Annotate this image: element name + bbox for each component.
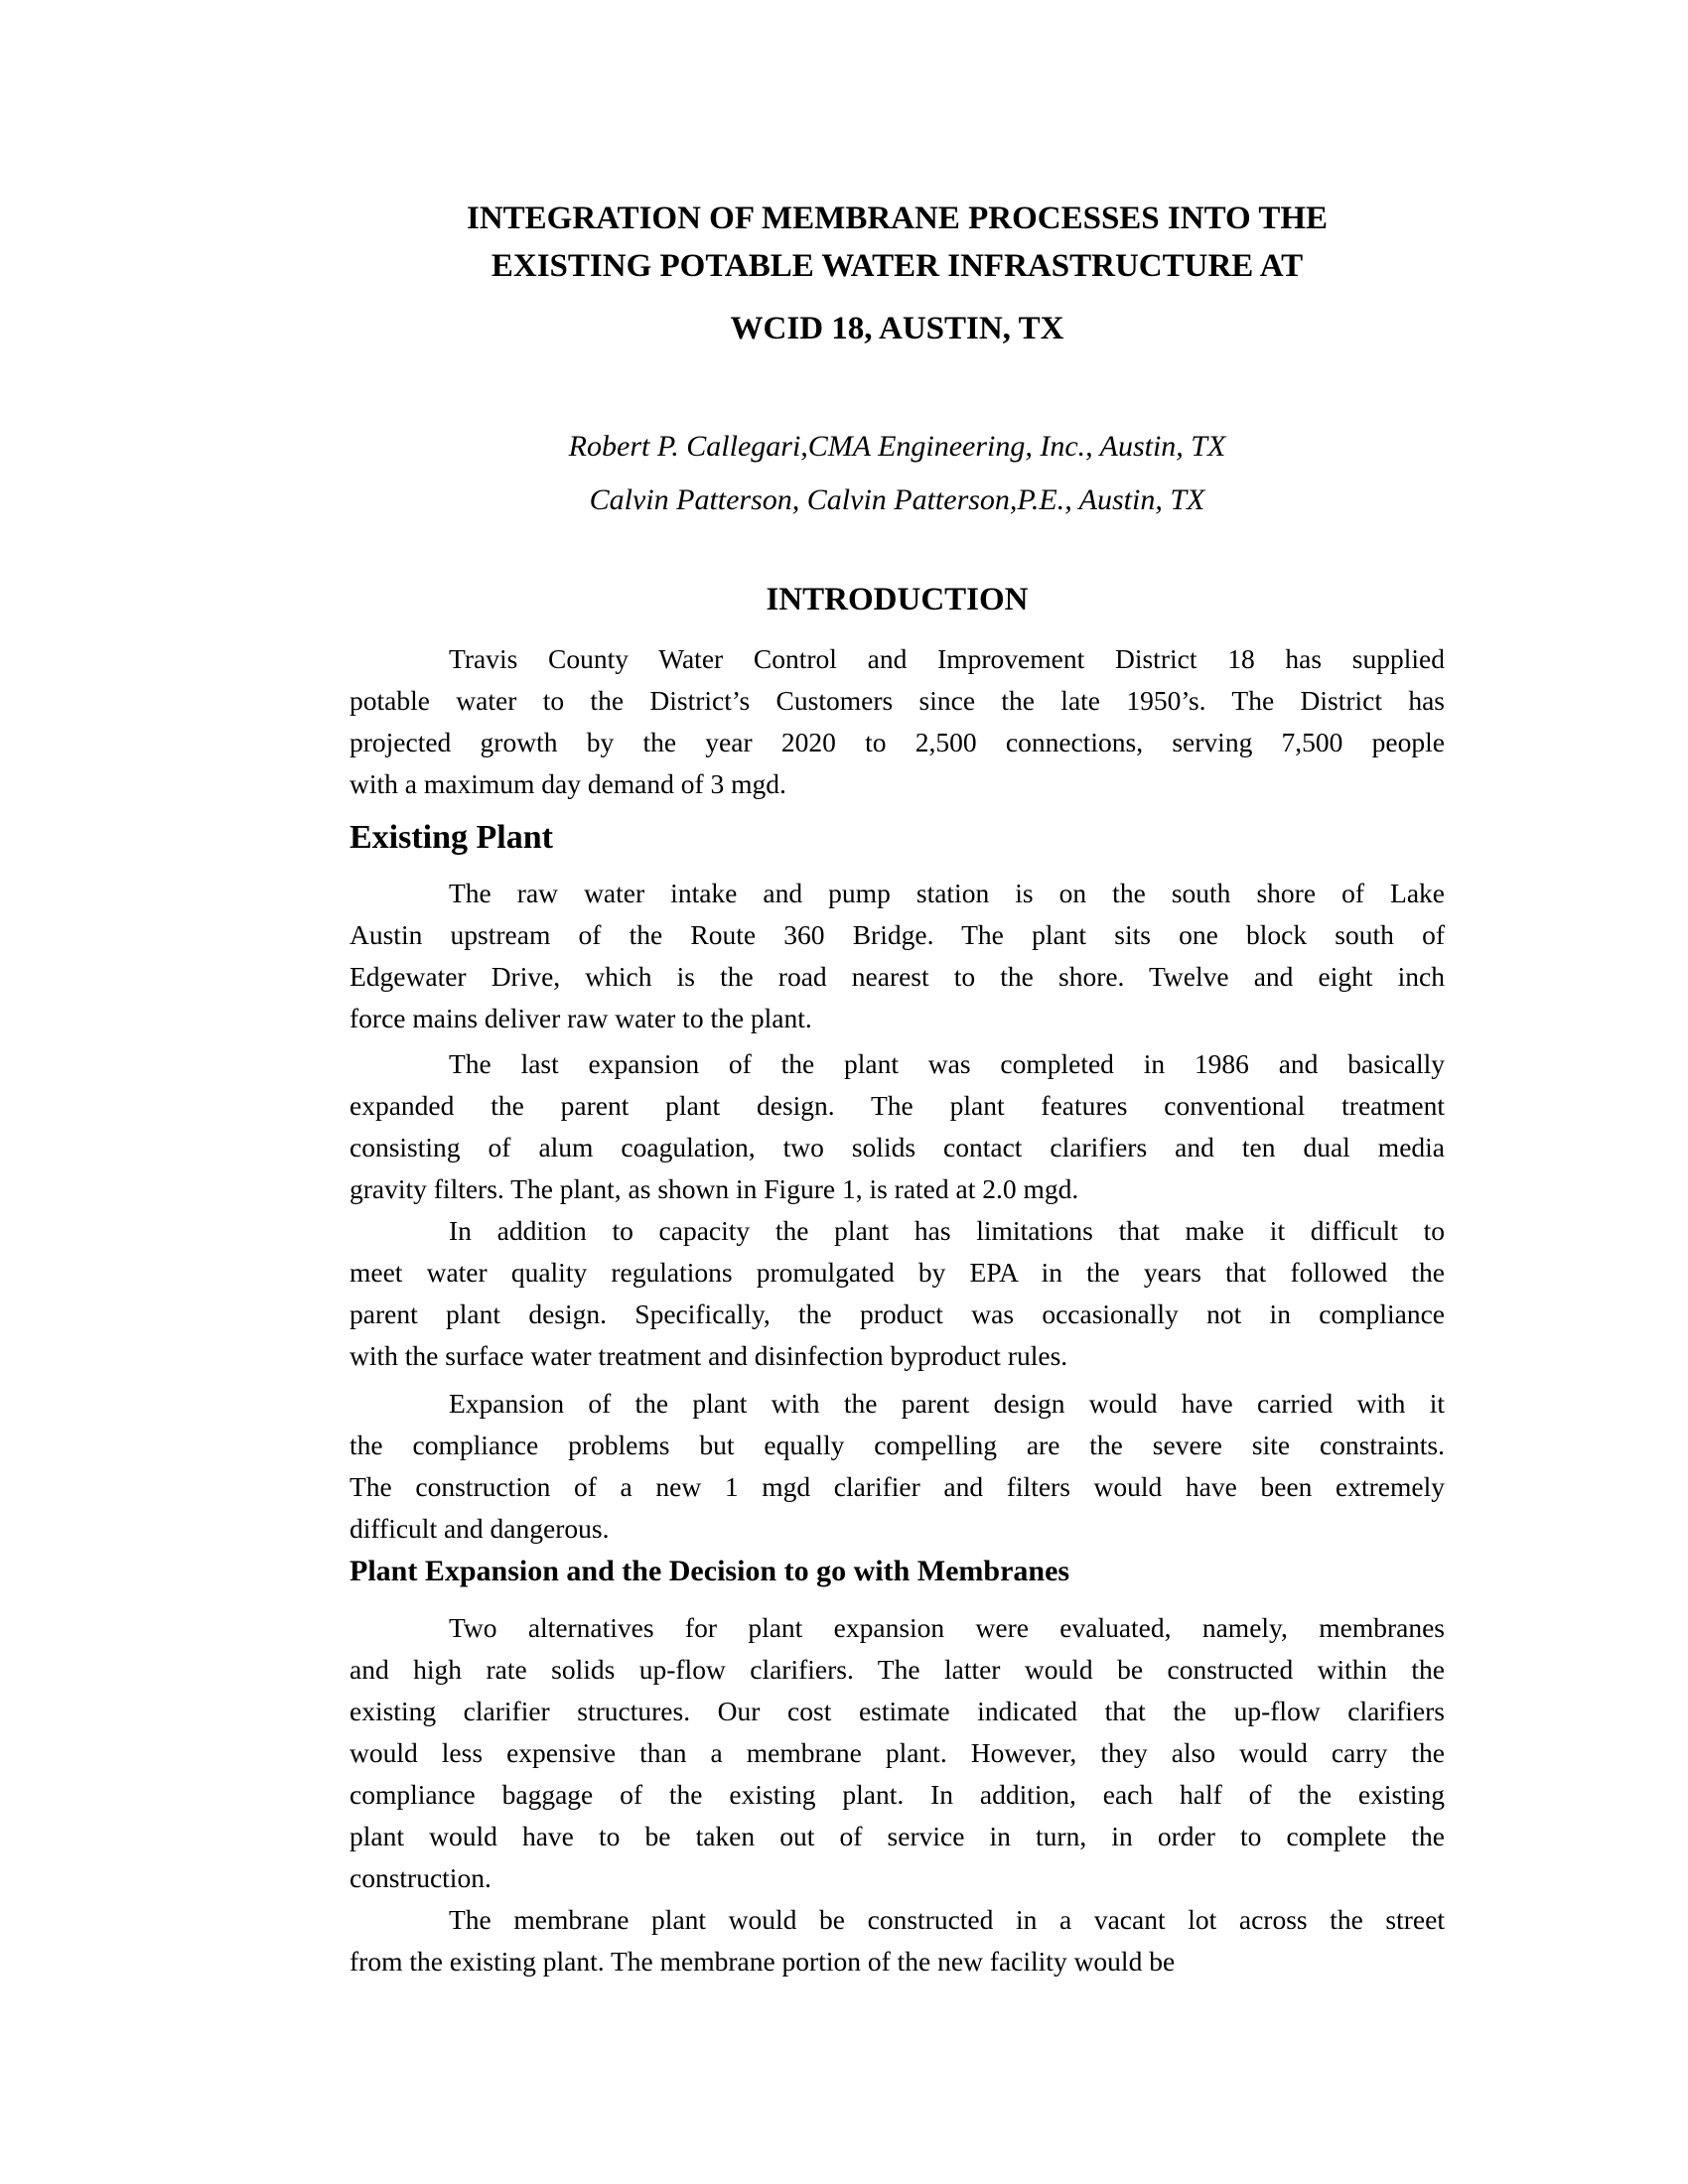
- text-line: In addition to capacity the plant has limitations that make it difficult to: [449, 1215, 1445, 1246]
- text-line: construction.: [350, 1862, 492, 1893]
- text-line: the compliance problems but equally compelling are the severe site constraints.: [350, 1430, 1445, 1460]
- text-line: Two alternatives for plant expansion were evaluated, namely, membranes: [449, 1612, 1445, 1643]
- section-heading-existing-plant: Existing Plant: [350, 819, 553, 856]
- text-line: The construction of a new 1 mgd clarifier and filters would have been extremely: [350, 1471, 1445, 1502]
- text-line: projected growth by the year 2020 to 2,500 connections, serving 7,500 people: [350, 727, 1445, 757]
- doc-title-line-1: INTEGRATION OF MEMBRANE PROCESSES INTO THE: [466, 201, 1329, 236]
- author-line-1: Robert P. Callegari,CMA Engineering, Inc., Austin, TX: [568, 430, 1226, 463]
- text-line: Expansion of the plant with the parent design would have carried with it: [449, 1388, 1445, 1419]
- section-heading-introduction: INTRODUCTION: [766, 582, 1029, 617]
- text-line: parent plant design. Specifically, the product was occasionally not in compliance: [350, 1298, 1445, 1329]
- text-line: with the surface water treatment and disinfection byproduct rules.: [350, 1340, 1068, 1371]
- text-line: consisting of alum coagulation, two solids contact clarifiers and ten dual media: [350, 1132, 1445, 1162]
- doc-title: [350, 0, 1445, 290]
- text-line: compliance baggage of the existing plant. In addition, each half of the existing: [350, 1779, 1445, 1810]
- text-line: and high rate solids up-flow clarifiers. The latter would be constructed within the: [350, 1654, 1445, 1685]
- text-line: potable water to the District’s Customers since the late 1950’s. The District has: [350, 685, 1445, 716]
- text-line: expanded the parent plant design. The plant features conventional treatment: [350, 1090, 1445, 1121]
- paragraph-alternatives: [350, 1607, 1445, 1899]
- paragraph-membrane-plant: [350, 1899, 1445, 1982]
- text-line: The raw water intake and pump station is on the south shore of Lake: [449, 878, 1445, 908]
- subsection-heading-membranes: Plant Expansion and the Decision to go with Membranes: [350, 1555, 1070, 1587]
- doc-title-line-2: EXISTING POTABLE WATER INFRASTRUCTURE AT: [491, 248, 1304, 284]
- text-line: Austin upstream of the Route 360 Bridge. The plant sits one block south of: [350, 919, 1445, 950]
- paragraph-last-expansion: [350, 1043, 1445, 1210]
- paragraph-intro: [350, 638, 1445, 805]
- paragraph-raw-water: [350, 873, 1445, 1039]
- text-line: meet water quality regulations promulgated by EPA in the years that followed the: [350, 1257, 1445, 1288]
- doc-title-location: WCID 18, AUSTIN, TX: [730, 311, 1064, 346]
- author-block: [350, 420, 1445, 527]
- paragraph-expansion-constraints: [350, 1383, 1445, 1550]
- text-line: difficult and dangerous.: [350, 1513, 610, 1544]
- text-line: plant would have to be taken out of service in turn, in order to complete the: [350, 1821, 1445, 1851]
- text-line: with a maximum day demand of 3 mgd.: [350, 768, 786, 799]
- text-line: gravity filters. The plant, as shown in Figure 1, is rated at 2.0 mgd.: [350, 1173, 1079, 1204]
- text-line: existing clarifier structures. Our cost estimate indicated that the up-flow clarifiers: [350, 1696, 1445, 1726]
- text-line: The last expansion of the plant was completed in 1986 and basically: [449, 1048, 1445, 1079]
- text-line: force mains deliver raw water to the plant.: [350, 1003, 812, 1033]
- text-line: from the existing plant. The membrane portion of the new facility would be: [350, 1946, 1176, 1977]
- page-content: [350, 0, 1445, 1982]
- text-line: The membrane plant would be constructed in a vacant lot across the street: [449, 1904, 1445, 1935]
- paragraph-limitations: [350, 1210, 1445, 1377]
- text-line: Travis County Water Control and Improvement District 18 has supplied: [449, 643, 1445, 674]
- text-line: Edgewater Drive, which is the road nearest to the shore. Twelve and eight inch: [350, 961, 1445, 992]
- text-line: would less expensive than a membrane plant. However, they also would carry the: [350, 1737, 1445, 1768]
- author-line-2: Calvin Patterson, Calvin Patterson,P.E., Austin, TX: [589, 483, 1205, 516]
